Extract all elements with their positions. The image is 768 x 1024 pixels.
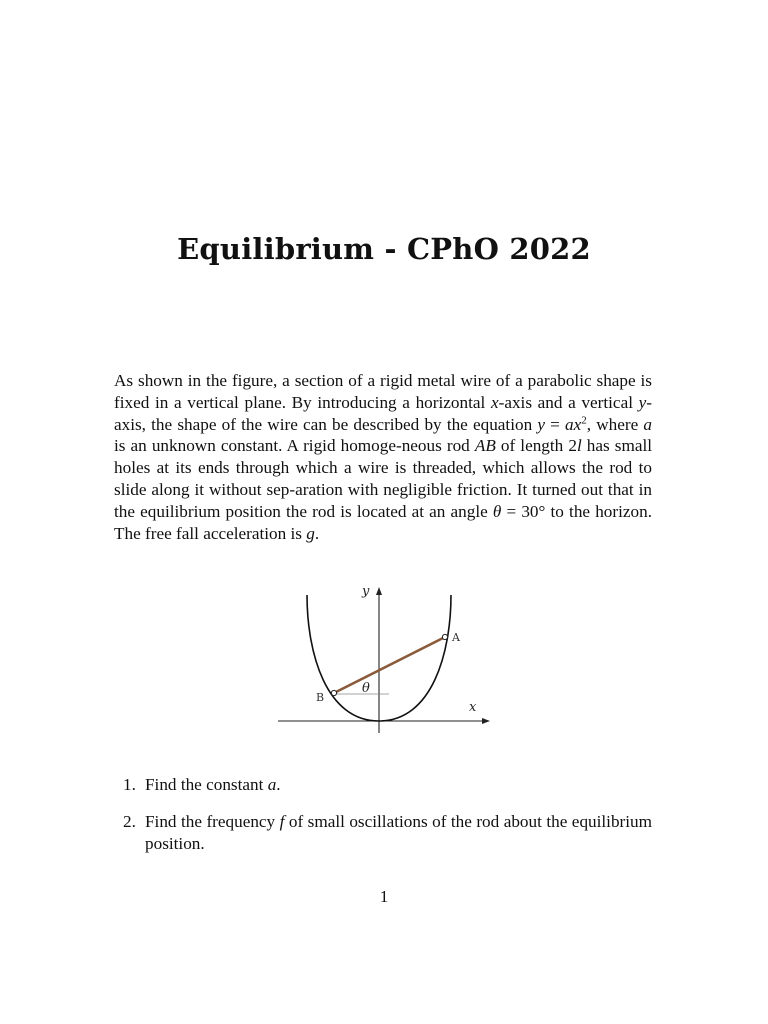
text-run: .: [314, 523, 320, 543]
text-run: As shown in the figure, a section of a rigid metal wire of a parabolic shape is fixed in a vertical plane. By introducing a horizontal: [114, 371, 652, 412]
question-number: 1.: [123, 775, 136, 794]
figure-svg: [274, 583, 492, 735]
angle-label: θ: [362, 681, 370, 696]
document-title: Equilibrium - CPhO 2022: [177, 232, 591, 266]
point-a-label: A: [452, 631, 460, 644]
x-axis-label: x: [469, 700, 477, 715]
question-item: [114, 811, 652, 855]
question-item: [114, 774, 652, 796]
math-ax: ax: [565, 414, 582, 434]
page-number: 1: [379, 887, 389, 906]
point-a-marker: [442, 634, 447, 639]
text-run: -axis and a vertical: [498, 392, 639, 412]
math-a: a: [267, 775, 277, 794]
question-number: 2.: [123, 811, 136, 831]
question-list: [114, 774, 652, 854]
text-run: has small holes at its ends through which a wire is threaded, which allows the rod to slide along it without sep-aration with negligible friction. It turned out that in the equilibrium position the rod is located at an angle: [114, 436, 652, 521]
math-y: y: [638, 392, 647, 412]
text-run: -axis, the shape of the wire can be described by the equation: [114, 392, 653, 434]
y-axis-arrow: [376, 587, 382, 595]
math-x: x: [490, 392, 499, 412]
question-text: Find the frequency: [145, 811, 280, 831]
text-run: of length 2: [495, 436, 577, 456]
math-a: a: [643, 414, 652, 434]
math-l: l: [576, 436, 582, 456]
math-f: f: [279, 811, 285, 831]
point-b-marker: [331, 690, 336, 695]
question-text: of small oscillations of the rod about the equilibrium position.: [145, 811, 653, 853]
text-run: , where: [586, 414, 644, 434]
point-b-label: B: [316, 691, 325, 704]
text-run: is an unknown constant. A rigid homoge-neous rod: [114, 436, 475, 456]
problem-statement: [114, 370, 652, 544]
x-axis-arrow: [482, 718, 490, 724]
parabola-figure: [274, 583, 492, 735]
text-run: = 30° to the horizon. The free fall acceleration is: [114, 501, 652, 543]
math-ab: AB: [474, 436, 496, 456]
math-theta: θ: [492, 501, 502, 521]
question-text: Find the constant: [145, 775, 268, 794]
math-y: y: [537, 414, 545, 434]
math-exponent: 2: [581, 413, 587, 426]
rod-ab: [334, 637, 445, 693]
text-run: =: [544, 414, 566, 434]
question-text: .: [276, 775, 281, 794]
math-g: g: [306, 523, 315, 543]
y-axis-label: y: [362, 584, 370, 599]
